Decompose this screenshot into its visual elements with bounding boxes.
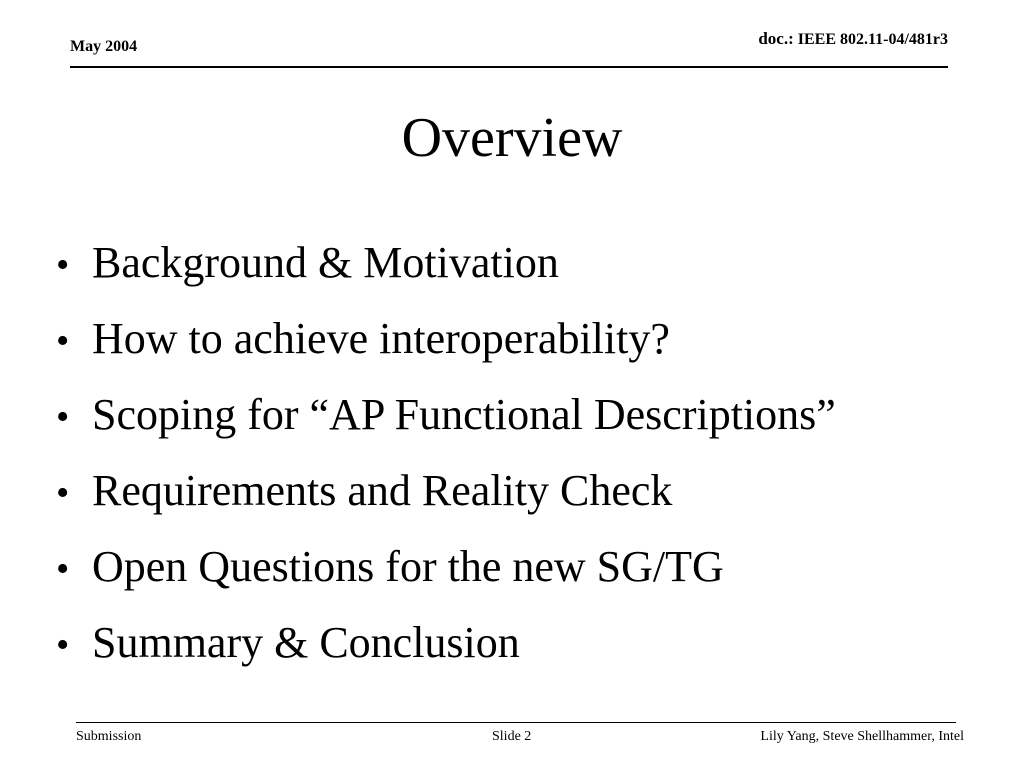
header-doc-number (758, 29, 948, 50)
bullet-text: Scoping for “AP Functional Descriptions” (92, 390, 836, 439)
footer-slide-number: Slide 2 (492, 729, 532, 744)
bullet-dot-icon: • (56, 320, 70, 362)
bullet-item (56, 378, 836, 454)
bullet-item (56, 302, 836, 378)
bullet-dot-icon: • (56, 548, 70, 590)
bullet-text: Summary & Conclusion (92, 618, 520, 667)
header-divider (70, 66, 948, 68)
bullet-dot-icon: • (56, 472, 70, 514)
footer-submission: Submission (76, 729, 142, 744)
bullet-text: How to achieve interoperability? (92, 314, 670, 363)
footer-authors: Lily Yang, Steve Shellhammer, Intel (760, 729, 964, 744)
slide-title: Overview (401, 107, 623, 169)
bullet-dot-icon: • (56, 624, 70, 666)
bullet-item (56, 454, 836, 530)
header-date: May 2004 (70, 38, 138, 55)
doc-prefix: doc.: (758, 29, 794, 48)
footer-divider (76, 722, 956, 723)
bullet-dot-icon: • (56, 244, 70, 286)
bullet-list (56, 226, 836, 682)
bullet-dot-icon: • (56, 396, 70, 438)
bullet-item (56, 530, 836, 606)
bullet-item (56, 606, 836, 682)
doc-id: IEEE 802.11-04/481r3 (797, 31, 948, 48)
bullet-text: Requirements and Reality Check (92, 466, 673, 515)
bullet-item (56, 226, 836, 302)
bullet-text: Background & Motivation (92, 238, 559, 287)
bullet-text: Open Questions for the new SG/TG (92, 542, 724, 591)
